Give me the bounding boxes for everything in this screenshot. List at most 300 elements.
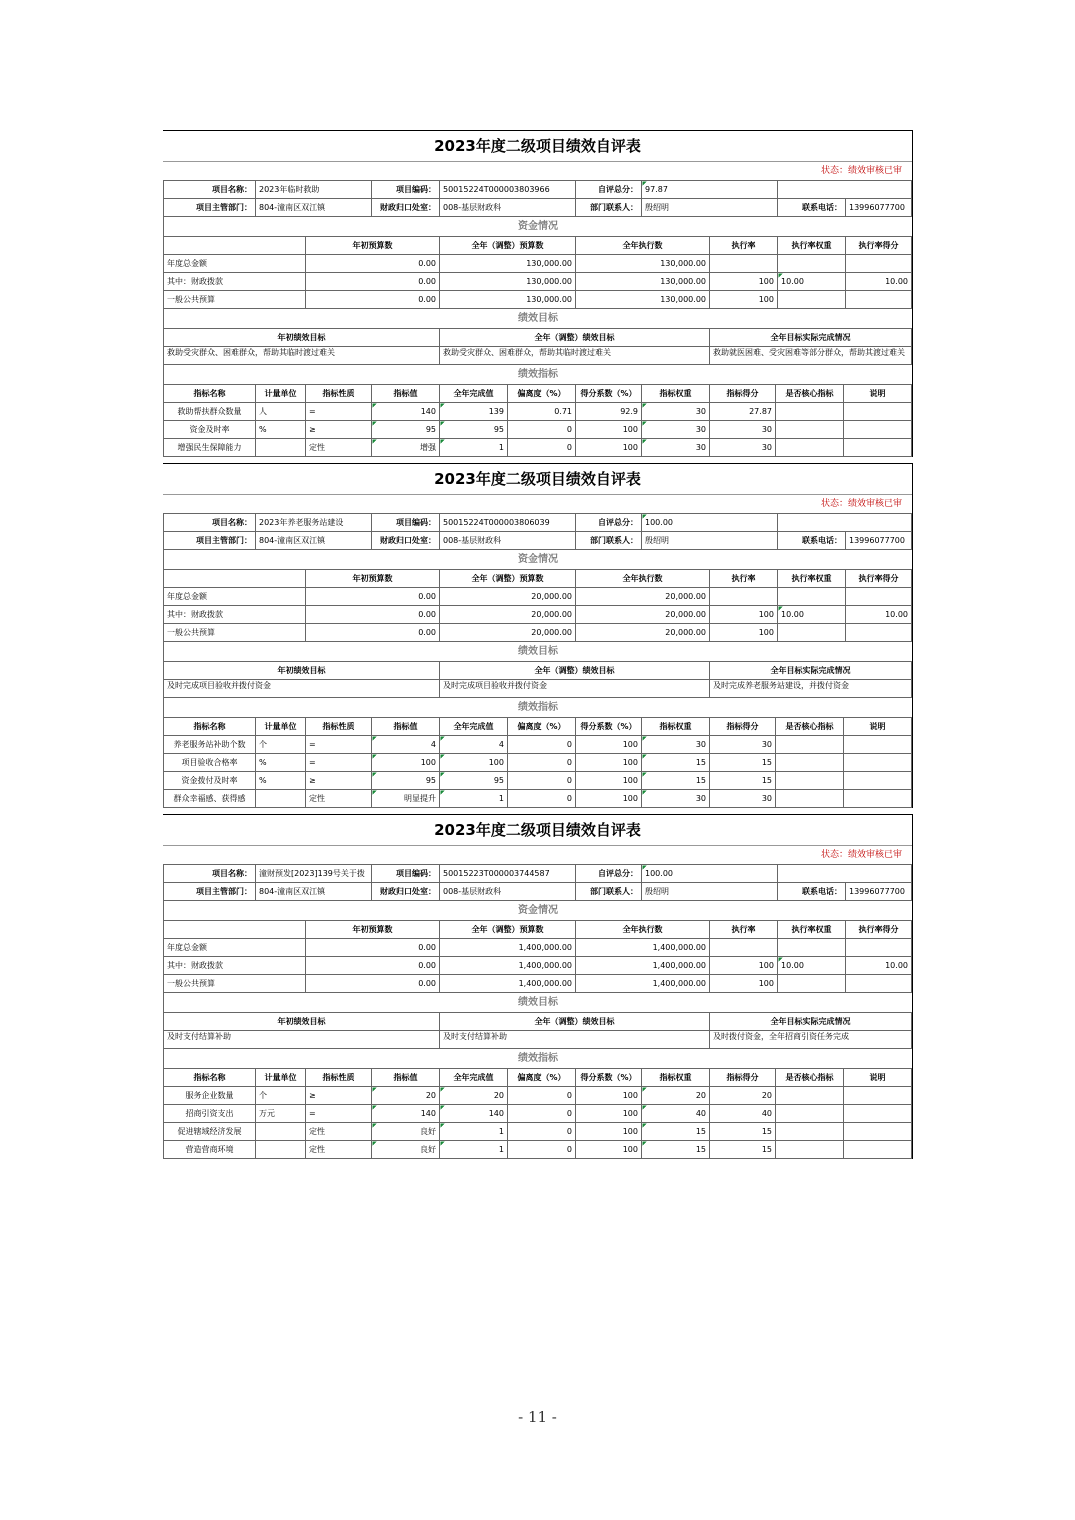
form-title: 2023年度二级项目绩效自评表: [434, 470, 641, 488]
indicator-is-core: [776, 754, 844, 772]
indicator-note: [844, 1105, 912, 1123]
indicator-unit: 万元: [256, 1105, 306, 1123]
actual-completion-text: 救助就医困难、受灾困难等部分群众，帮助其渡过难关: [710, 347, 912, 365]
funds-row-label: 其中：财政拨款: [164, 273, 306, 291]
dept-value: 804-潼南区双江镇: [256, 199, 372, 217]
indicators-section-title: 绩效指标: [163, 1049, 912, 1068]
funds-cell: [846, 291, 912, 309]
office-label: 财政归口处室：: [372, 199, 440, 217]
indicator-header: 指标得分: [710, 385, 776, 403]
goals-section-title: 绩效目标: [163, 993, 912, 1012]
funds-header: 年初预算数: [306, 237, 440, 255]
evaluation-form-1: [163, 130, 913, 457]
form-title: 2023年度二级项目绩效自评表: [434, 137, 641, 155]
indicators-table: [163, 384, 912, 457]
indicator-coefficient: 100: [576, 421, 642, 439]
funds-section-title: 资金情况: [163, 550, 912, 569]
project-code-value: 50015223T000003744587: [440, 865, 576, 883]
funds-cell: [710, 255, 778, 273]
funds-cell: [778, 624, 846, 642]
funds-cell: 100: [710, 624, 778, 642]
indicator-deviation: 0: [508, 790, 576, 808]
indicator-score: 20: [710, 1087, 776, 1105]
table-row: [164, 1123, 912, 1141]
funds-cell: 10.00: [846, 957, 912, 975]
dept-value: 804-潼南区双江镇: [256, 883, 372, 901]
document-page: [163, 130, 913, 1159]
indicator-target: 4: [372, 736, 440, 754]
goals-header: 全年（调整）绩效目标: [440, 1013, 710, 1031]
indicator-header: 偏离度（%）: [508, 385, 576, 403]
goals-header: 全年目标实际完成情况: [710, 662, 912, 680]
indicator-unit: [256, 1141, 306, 1159]
funds-section-title: 资金情况: [163, 901, 912, 920]
office-value: 008-基层财政科: [440, 532, 576, 550]
project-info-table: [163, 864, 912, 901]
indicator-score: 15: [710, 772, 776, 790]
indicator-actual: 1: [440, 439, 508, 457]
indicator-deviation: 0: [508, 1141, 576, 1159]
indicator-header: 说明: [844, 385, 912, 403]
funds-header: 执行率权重: [778, 237, 846, 255]
table-row: [164, 1105, 912, 1123]
funds-cell: 1,400,000.00: [576, 957, 710, 975]
funds-cell: 0.00: [306, 957, 440, 975]
form-title: 2023年度二级项目绩效自评表: [434, 821, 641, 839]
blank-cell: [778, 181, 912, 199]
funds-row-label: 一般公共预算: [164, 624, 306, 642]
indicator-coefficient: 100: [576, 736, 642, 754]
indicator-unit: 个: [256, 1087, 306, 1105]
funds-cell: 100: [710, 291, 778, 309]
adjusted-goal-text: 救助受灾群众、困难群众，帮助其临时渡过难关: [440, 347, 710, 365]
funds-cell: 1,400,000.00: [440, 957, 576, 975]
indicator-score: 30: [710, 421, 776, 439]
indicator-nature: 定性: [306, 1141, 372, 1159]
project-name-value: 2023年养老服务站建设: [256, 514, 372, 532]
funds-cell: 20,000.00: [440, 588, 576, 606]
indicator-name: 资金拨付及时率: [164, 772, 256, 790]
status-badge: 状态：绩效审核已审: [163, 161, 912, 180]
office-value: 008-基层财政科: [440, 199, 576, 217]
total-score-label: 自评总分：: [576, 865, 642, 883]
contact-label: 部门联系人：: [576, 532, 642, 550]
indicator-unit: %: [256, 421, 306, 439]
indicator-weight: 30: [642, 439, 710, 457]
indicator-deviation: 0: [508, 1087, 576, 1105]
indicator-score: 15: [710, 754, 776, 772]
status-badge: 状态：绩效审核已审: [163, 845, 912, 864]
indicator-deviation: 0: [508, 439, 576, 457]
funds-section-title: 资金情况: [163, 217, 912, 236]
indicator-nature: =: [306, 736, 372, 754]
indicator-weight: 30: [642, 403, 710, 421]
funds-cell: 0.00: [306, 255, 440, 273]
funds-cell: 10.00: [846, 273, 912, 291]
funds-header: 年初预算数: [306, 570, 440, 588]
funds-cell: 1,400,000.00: [576, 939, 710, 957]
funds-cell: [778, 975, 846, 993]
goals-header: 全年（调整）绩效目标: [440, 662, 710, 680]
project-code-label: 项目编码：: [372, 181, 440, 199]
funds-cell: [846, 975, 912, 993]
indicator-actual: 1: [440, 1123, 508, 1141]
funds-header: 执行率得分: [846, 237, 912, 255]
indicator-header: 指标性质: [306, 718, 372, 736]
funds-cell: 10.00: [778, 957, 846, 975]
indicator-header: 指标性质: [306, 385, 372, 403]
table-row: [164, 606, 912, 624]
indicator-coefficient: 100: [576, 1105, 642, 1123]
indicator-weight: 30: [642, 790, 710, 808]
phone-label: 联系电话：: [778, 532, 846, 550]
funds-cell: [710, 588, 778, 606]
indicator-coefficient: 100: [576, 1087, 642, 1105]
indicator-target: 140: [372, 403, 440, 421]
goals-table: [163, 661, 912, 698]
indicator-coefficient: 100: [576, 439, 642, 457]
indicator-score: 27.87: [710, 403, 776, 421]
indicator-target: 明显提升: [372, 790, 440, 808]
indicator-header: 计量单位: [256, 1069, 306, 1087]
funds-cell: 130,000.00: [440, 291, 576, 309]
total-score-value: 97.87: [642, 181, 778, 199]
goals-table: [163, 328, 912, 365]
indicator-header: 指标值: [372, 1069, 440, 1087]
blank-cell: [778, 514, 912, 532]
indicator-is-core: [776, 1141, 844, 1159]
indicator-target: 100: [372, 754, 440, 772]
indicators-table: [163, 1068, 912, 1159]
actual-completion-text: 及时完成养老服务站建设，并拨付资金: [710, 680, 912, 698]
total-score-value: 100.00: [642, 514, 778, 532]
phone-value: 13996077700: [846, 532, 912, 550]
indicator-target: 140: [372, 1105, 440, 1123]
indicator-is-core: [776, 439, 844, 457]
dept-label: 项目主管部门：: [164, 883, 256, 901]
indicator-nature: 定性: [306, 439, 372, 457]
office-label: 财政归口处室：: [372, 532, 440, 550]
funds-cell: 130,000.00: [576, 291, 710, 309]
funds-cell: 0.00: [306, 588, 440, 606]
indicator-target: 良好: [372, 1141, 440, 1159]
indicator-note: [844, 403, 912, 421]
evaluation-form-3: [163, 814, 913, 1159]
goals-header: 年初绩效目标: [164, 1013, 440, 1031]
indicator-header: 是否核心指标: [776, 385, 844, 403]
goals-header: 全年（调整）绩效目标: [440, 329, 710, 347]
indicator-name: 招商引资支出: [164, 1105, 256, 1123]
funds-cell: [846, 939, 912, 957]
funds-row-label: 其中：财政拨款: [164, 957, 306, 975]
goals-header: 全年目标实际完成情况: [710, 329, 912, 347]
funds-header: [164, 237, 306, 255]
total-score-label: 自评总分：: [576, 514, 642, 532]
indicator-coefficient: 100: [576, 1123, 642, 1141]
funds-cell: 20,000.00: [576, 606, 710, 624]
indicator-nature: =: [306, 1105, 372, 1123]
indicator-actual: 100: [440, 754, 508, 772]
project-name-value: 2023年临时救助: [256, 181, 372, 199]
funds-cell: [778, 291, 846, 309]
indicator-header: 指标值: [372, 718, 440, 736]
indicator-header: 说明: [844, 718, 912, 736]
status-badge: 状态：绩效审核已审: [163, 494, 912, 513]
indicator-header: 得分系数（%）: [576, 718, 642, 736]
indicator-header: 全年完成值: [440, 1069, 508, 1087]
indicator-header: 计量单位: [256, 385, 306, 403]
indicator-nature: ≥: [306, 772, 372, 790]
funds-cell: 130,000.00: [440, 273, 576, 291]
indicator-deviation: 0: [508, 421, 576, 439]
indicator-deviation: 0.71: [508, 403, 576, 421]
indicator-score: 40: [710, 1105, 776, 1123]
indicator-unit: [256, 439, 306, 457]
indicator-is-core: [776, 1105, 844, 1123]
indicator-weight: 30: [642, 421, 710, 439]
indicator-actual: 4: [440, 736, 508, 754]
contact-value: 殷绍明: [642, 199, 778, 217]
funds-cell: [846, 624, 912, 642]
indicator-score: 15: [710, 1141, 776, 1159]
indicator-note: [844, 790, 912, 808]
indicator-note: [844, 772, 912, 790]
indicator-header: 全年完成值: [440, 385, 508, 403]
funds-header: 执行率权重: [778, 570, 846, 588]
indicator-deviation: 0: [508, 1105, 576, 1123]
indicator-note: [844, 1141, 912, 1159]
funds-cell: 100: [710, 273, 778, 291]
indicator-unit: %: [256, 754, 306, 772]
funds-cell: 0.00: [306, 606, 440, 624]
actual-completion-text: 及时拨付资金，全年招商引资任务完成: [710, 1031, 912, 1049]
office-label: 财政归口处室：: [372, 883, 440, 901]
indicator-is-core: [776, 790, 844, 808]
funds-table: [163, 236, 912, 309]
funds-header: 执行率权重: [778, 921, 846, 939]
funds-cell: 20,000.00: [576, 624, 710, 642]
funds-cell: 130,000.00: [576, 255, 710, 273]
table-row: [164, 624, 912, 642]
indicator-name: 项目验收合格率: [164, 754, 256, 772]
indicator-is-core: [776, 1123, 844, 1141]
indicator-deviation: 0: [508, 1123, 576, 1141]
table-row: [164, 975, 912, 993]
indicator-name: 养老服务站补助个数: [164, 736, 256, 754]
indicator-weight: 30: [642, 736, 710, 754]
table-row: [164, 421, 912, 439]
project-name-label: 项目名称：: [164, 514, 256, 532]
indicator-deviation: 0: [508, 754, 576, 772]
adjusted-goal-text: 及时完成项目验收并拨付资金: [440, 680, 710, 698]
indicator-coefficient: 100: [576, 1141, 642, 1159]
indicator-is-core: [776, 1087, 844, 1105]
indicator-score: 15: [710, 1123, 776, 1141]
funds-header: [164, 570, 306, 588]
project-name-value: 潼财预发[2023]139号关于拨: [256, 865, 372, 883]
indicator-target: 增强: [372, 439, 440, 457]
indicator-unit: [256, 1123, 306, 1141]
table-row: [164, 957, 912, 975]
indicator-note: [844, 754, 912, 772]
indicator-actual: 95: [440, 421, 508, 439]
project-code-value: 50015224T000003803966: [440, 181, 576, 199]
funds-cell: 130,000.00: [576, 273, 710, 291]
indicator-unit: 个: [256, 736, 306, 754]
funds-cell: 0.00: [306, 624, 440, 642]
indicator-header: 得分系数（%）: [576, 1069, 642, 1087]
indicator-nature: =: [306, 403, 372, 421]
initial-goal-text: 救助受灾群众、困难群众，帮助其临时渡过难关: [164, 347, 440, 365]
indicator-header: 偏离度（%）: [508, 718, 576, 736]
phone-value: 13996077700: [846, 199, 912, 217]
funds-row-label: 年度总金额: [164, 939, 306, 957]
funds-row-label: 其中：财政拨款: [164, 606, 306, 624]
indicator-note: [844, 736, 912, 754]
contact-label: 部门联系人：: [576, 199, 642, 217]
project-code-label: 项目编码：: [372, 865, 440, 883]
table-row: [164, 1141, 912, 1159]
indicator-header: 指标名称: [164, 385, 256, 403]
dept-label: 项目主管部门：: [164, 199, 256, 217]
indicator-header: 指标得分: [710, 718, 776, 736]
indicator-target: 良好: [372, 1123, 440, 1141]
indicator-header: 指标得分: [710, 1069, 776, 1087]
project-info-table: [163, 180, 912, 217]
indicator-actual: 139: [440, 403, 508, 421]
indicator-weight: 20: [642, 1087, 710, 1105]
indicator-deviation: 0: [508, 736, 576, 754]
funds-header: 全年执行数: [576, 921, 710, 939]
funds-header: [164, 921, 306, 939]
indicator-name: 增强民生保障能力: [164, 439, 256, 457]
indicator-name: 营造营商环境: [164, 1141, 256, 1159]
goals-header: 年初绩效目标: [164, 329, 440, 347]
funds-cell: 20,000.00: [440, 624, 576, 642]
indicator-target: 95: [372, 772, 440, 790]
funds-row-label: 年度总金额: [164, 255, 306, 273]
indicator-header: 指标性质: [306, 1069, 372, 1087]
office-value: 008-基层财政科: [440, 883, 576, 901]
table-row: [164, 754, 912, 772]
indicator-actual: 20: [440, 1087, 508, 1105]
indicator-is-core: [776, 772, 844, 790]
funds-header: 执行率得分: [846, 570, 912, 588]
indicator-target: 20: [372, 1087, 440, 1105]
funds-header: 执行率: [710, 570, 778, 588]
indicator-name: 促进辖域经济发展: [164, 1123, 256, 1141]
funds-cell: 0.00: [306, 273, 440, 291]
goals-section-title: 绩效目标: [163, 642, 912, 661]
indicator-header: 偏离度（%）: [508, 1069, 576, 1087]
indicator-header: 指标权重: [642, 385, 710, 403]
indicator-unit: 人: [256, 403, 306, 421]
indicator-coefficient: 92.9: [576, 403, 642, 421]
indicator-name: 资金及时率: [164, 421, 256, 439]
table-row: [164, 736, 912, 754]
table-row: [164, 588, 912, 606]
phone-label: 联系电话：: [778, 199, 846, 217]
indicator-header: 计量单位: [256, 718, 306, 736]
funds-cell: 130,000.00: [440, 255, 576, 273]
project-code-label: 项目编码：: [372, 514, 440, 532]
indicator-note: [844, 1087, 912, 1105]
indicators-table: [163, 717, 912, 808]
indicator-header: 指标权重: [642, 718, 710, 736]
dept-value: 804-潼南区双江镇: [256, 532, 372, 550]
funds-cell: 10.00: [778, 606, 846, 624]
funds-cell: [846, 255, 912, 273]
indicator-deviation: 0: [508, 772, 576, 790]
page-number: - 11 -: [518, 1408, 557, 1426]
indicator-unit: [256, 790, 306, 808]
funds-header: 全年（调整）预算数: [440, 237, 576, 255]
table-row: [164, 403, 912, 421]
funds-header: 年初预算数: [306, 921, 440, 939]
funds-cell: 100: [710, 606, 778, 624]
project-info-table: [163, 513, 912, 550]
indicators-section-title: 绩效指标: [163, 698, 912, 717]
dept-label: 项目主管部门：: [164, 532, 256, 550]
indicators-section-title: 绩效指标: [163, 365, 912, 384]
funds-cell: 20,000.00: [440, 606, 576, 624]
indicator-score: 30: [710, 736, 776, 754]
indicator-score: 30: [710, 439, 776, 457]
funds-cell: 1,400,000.00: [440, 975, 576, 993]
indicator-actual: 95: [440, 772, 508, 790]
table-row: [164, 255, 912, 273]
indicator-weight: 15: [642, 1141, 710, 1159]
indicator-coefficient: 100: [576, 772, 642, 790]
project-code-value: 50015224T000003806039: [440, 514, 576, 532]
indicator-note: [844, 439, 912, 457]
funds-row-label: 年度总金额: [164, 588, 306, 606]
contact-value: 殷绍明: [642, 883, 778, 901]
funds-cell: 100: [710, 957, 778, 975]
table-row: [164, 273, 912, 291]
funds-header: 执行率: [710, 921, 778, 939]
funds-cell: 0.00: [306, 975, 440, 993]
indicator-note: [844, 421, 912, 439]
total-score-label: 自评总分：: [576, 181, 642, 199]
table-row: [164, 439, 912, 457]
indicator-unit: %: [256, 772, 306, 790]
funds-table: [163, 569, 912, 642]
indicator-name: 救助帮扶群众数量: [164, 403, 256, 421]
indicator-weight: 40: [642, 1105, 710, 1123]
indicator-header: 是否核心指标: [776, 718, 844, 736]
indicator-nature: 定性: [306, 790, 372, 808]
funds-cell: 1,400,000.00: [576, 975, 710, 993]
indicator-target: 95: [372, 421, 440, 439]
funds-header: 全年（调整）预算数: [440, 921, 576, 939]
funds-cell: [846, 588, 912, 606]
phone-label: 联系电话：: [778, 883, 846, 901]
indicator-nature: ≥: [306, 1087, 372, 1105]
indicator-actual: 1: [440, 790, 508, 808]
indicator-header: 是否核心指标: [776, 1069, 844, 1087]
contact-value: 殷绍明: [642, 532, 778, 550]
funds-header: 全年（调整）预算数: [440, 570, 576, 588]
indicator-score: 30: [710, 790, 776, 808]
indicator-nature: ≥: [306, 421, 372, 439]
indicator-nature: 定性: [306, 1123, 372, 1141]
project-name-label: 项目名称：: [164, 181, 256, 199]
indicator-header: 说明: [844, 1069, 912, 1087]
funds-row-label: 一般公共预算: [164, 975, 306, 993]
funds-cell: 20,000.00: [576, 588, 710, 606]
funds-cell: [778, 255, 846, 273]
